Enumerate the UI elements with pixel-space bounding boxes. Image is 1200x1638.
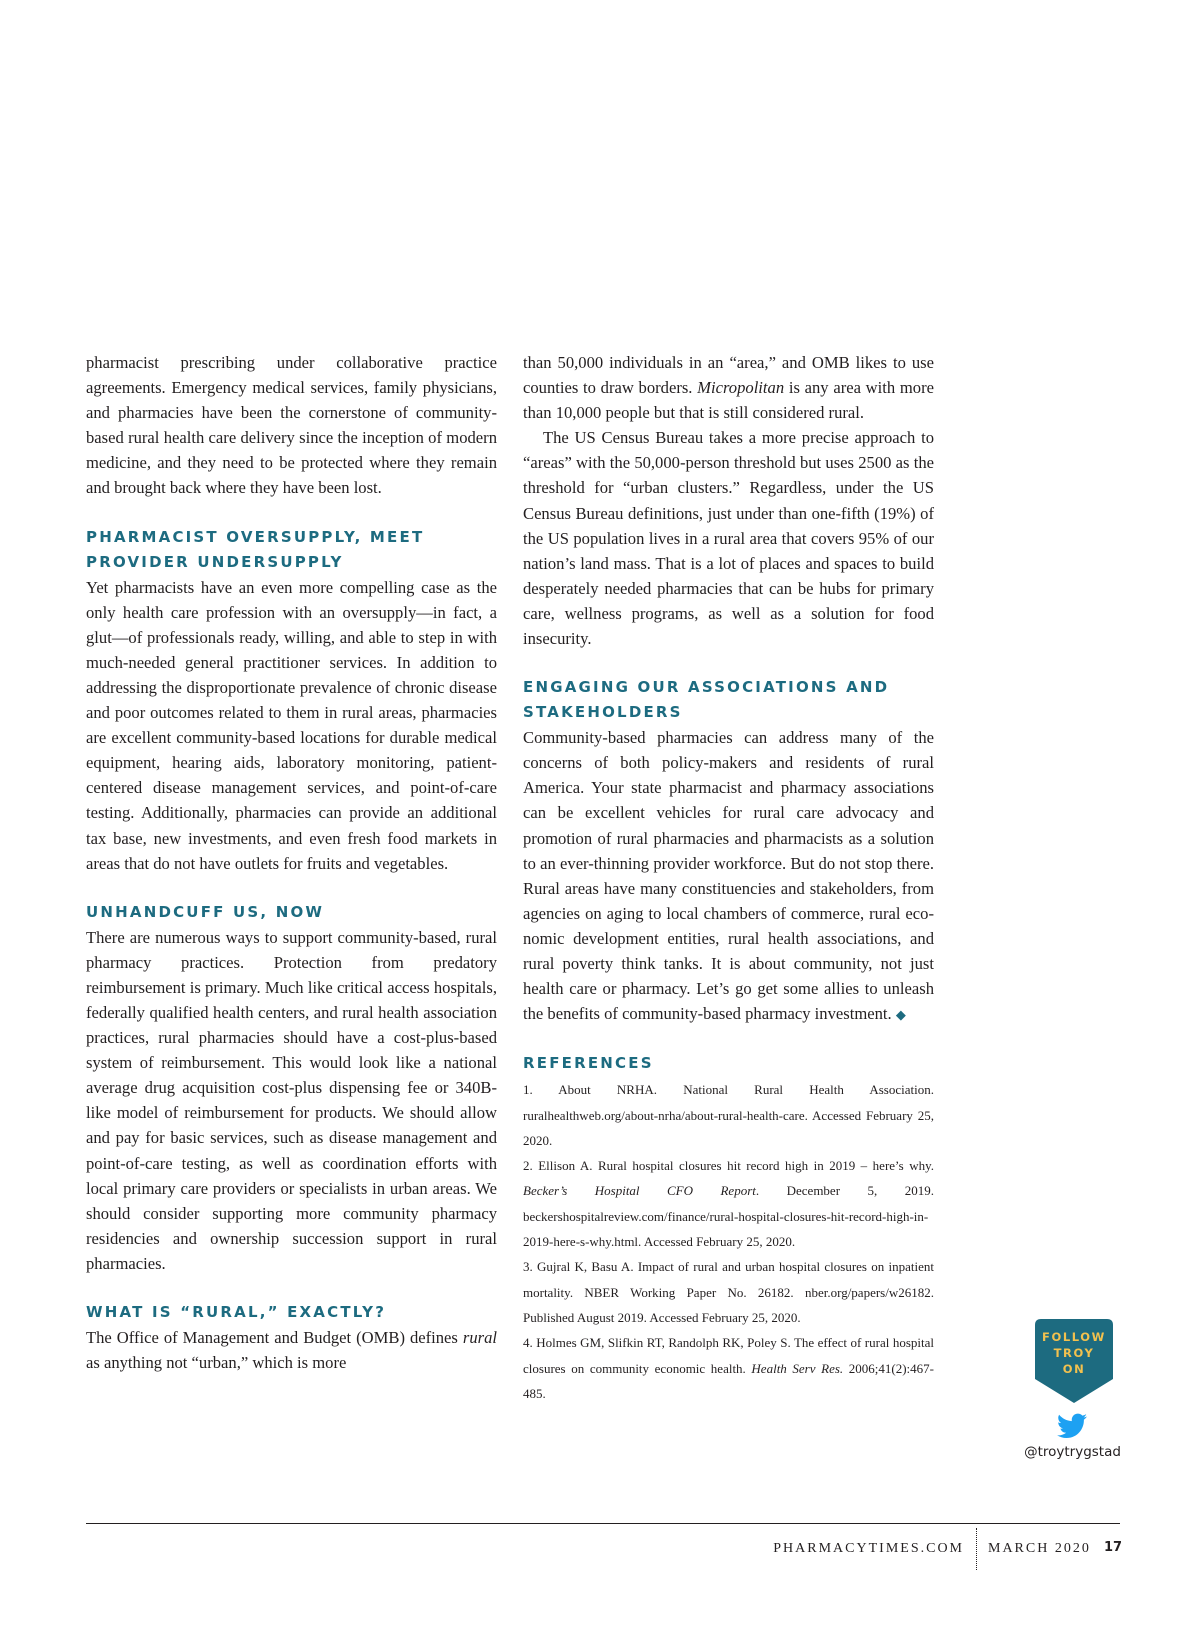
emphasis: Micropolitan bbox=[697, 378, 785, 398]
references-heading: REFERENCES bbox=[523, 1054, 654, 1073]
text-run: 4. Holmes GM, Slifkin RT, Randolph RK, Poley S. The effect of rural hospital closures on community economic health. bbox=[523, 1335, 934, 1376]
reference-item bbox=[523, 1153, 934, 1254]
page-number: 17 bbox=[1104, 1540, 1123, 1555]
text-run: 2006;41(2):467-485. bbox=[523, 1360, 934, 1401]
references-list bbox=[523, 1077, 934, 1406]
text-run: as anything not “urban,” which is more bbox=[86, 1353, 347, 1373]
section-heading: WHAT IS “RURAL,” EXACTLY? bbox=[86, 1303, 387, 1321]
follow-line: ON bbox=[1062, 1362, 1086, 1376]
left-column bbox=[86, 350, 497, 1375]
paragraph: There are numerous ways to support community-based, rural pharmacy practices. Protection from predatory reimbursement is primary. Much like critical access hospitals, federally qualified health centers, and rural health association practices, rural pharmacies should have a cost-plus-based system of reimbursement. This would look like a national average drug acquisition cost-plus dispensing fee or 340B-like model of reimbursement for products. We should allow and pay for basic services, such as disease management and point-of-care testing, as well as coordination efforts with local primary care providers or specialists in urban areas. We should consider supporting more community pharmacy residencies and ownership succession support in rural pharmacies. bbox=[86, 927, 497, 1273]
section-heading: PHARMACIST OVERSUPPLY, MEET PROVIDER UNDERSUPPLY bbox=[86, 527, 425, 571]
footer-separator bbox=[976, 1528, 977, 1570]
section-heading: UNHANDCUFF US, NOW bbox=[86, 902, 325, 921]
reference-item: 1. About NRHA. National Rural Health Association. ruralhealthweb.org/about-nrha/about-rural-health-care. Accessed February 25, 2020. bbox=[523, 1082, 934, 1148]
paragraph: The US Census Bureau takes a more precise approach to “areas” with the 50,000-person threshold but uses 2500 as the threshold for “urban clusters.” Regardless, under the US Census Bureau definitions, just under than one-fifth (19%) of the US population lives in a rural area that covers 95% of our nation’s land mass. That is a lot of places and spaces to build desperately needed pharmacies that can be hubs for primary care, wellness programs, as well as a solution for food insecurity. bbox=[523, 428, 934, 649]
text-run: . December 5, 2019. beckershospitalreview.com/finance/rural-hospital-closures-hit-record-high-in-2019-here-s-why.html. Accessed February 25, 2020. bbox=[523, 1183, 934, 1250]
follow-badge[interactable] bbox=[1035, 1319, 1113, 1404]
emphasis: rural bbox=[462, 1328, 497, 1347]
twitter-handle[interactable]: @troytrygstad bbox=[1024, 1444, 1121, 1460]
footer-date: MARCH 2020 bbox=[988, 1541, 1091, 1556]
follow-text bbox=[1035, 1329, 1113, 1377]
footer-rule bbox=[86, 1523, 1120, 1524]
right-column bbox=[523, 350, 934, 1406]
reference-item: 3. Gujral K, Basu A. Impact of rural and urban hospital closures on inpatient mortality. NBER Working Paper No. 26182. nber.org/papers/w26182. Published August 2019. Accessed February 25, 2020. bbox=[523, 1259, 934, 1325]
text-run: is any area with more than 10,000 people but that is still considered rural. bbox=[523, 378, 934, 423]
follow-line: FOLLOW bbox=[1042, 1330, 1106, 1344]
end-mark-icon: ◆ bbox=[895, 1007, 906, 1023]
twitter-bird-shape bbox=[1057, 1414, 1087, 1438]
emphasis: Becker’s Hospital CFO Report bbox=[523, 1183, 756, 1199]
section-heading: ENGAGING OUR ASSOCIATIONS AND STAKEHOLDERS bbox=[523, 678, 890, 722]
paragraph bbox=[86, 1325, 497, 1375]
emphasis: Health Serv Res. bbox=[751, 1360, 844, 1376]
text-run: than 50,000 individuals in an “area,” and OMB likes to use counties to draw borders. bbox=[523, 353, 934, 398]
follow-line: TROY bbox=[1053, 1346, 1095, 1360]
paragraph bbox=[523, 350, 934, 425]
paragraph: pharmacist prescribing under collaborative practice agreements. Emergency medical services, family physicians, and pharmacies have been the cornerstone of community-based rural health care delivery since the inception of modern medicine, and they need to be protected where they remain and brought back where they have been lost. bbox=[86, 353, 497, 498]
twitter-bird-icon[interactable] bbox=[1057, 1413, 1087, 1439]
reference-item bbox=[523, 1330, 934, 1406]
paragraph: Yet pharmacists have an even more compelling case as the only health care profession with an oversupply—in fact, a glut—of professionals ready, willing, and able to step in with much-needed general practitioner services. In addition to addressing the disproportionate prevalence of chronic disease and poor outcomes related to them in rural areas, pharmacies are excellent community-based locations for durable medical equipment, hearing aids, laboratory monitoring, patient-centered disease management services, and point-of-care testing. Additionally, pharmacies can provide an additional tax base, new investments, and even fresh food markets in areas that do not have outlets for fruits and vegetables. bbox=[86, 577, 497, 873]
footer-site: PHARMACYTIMES.COM bbox=[773, 1541, 964, 1556]
paragraph bbox=[523, 725, 934, 1027]
text-run: 2. Ellison A. Rural hospital closures hit record high in 2019 – here’s why. bbox=[523, 1158, 934, 1174]
text-run: The Office of Management and Budget (OMB) defines bbox=[86, 1328, 463, 1347]
text-run: Community-based pharmacies can address many of the concerns of both policy-makers and residents of rural America. Your state pharmacist and pharmacy associations can be excellent vehicles for rural care advocacy and promotion of rural pharmacies and pharmacists as a solution to an ever-thinning provider workforce. But do not stop there. Rural areas have many constituencies and stakeholders, from agencies on aging to local chambers of commerce, rural economic development entities, rural health associations, and rural poverty think tanks. It is about community, not just health care or pharmacy. Let’s go get some allies to unleash the benefits of community-based pharmacy investment. bbox=[523, 728, 934, 1024]
